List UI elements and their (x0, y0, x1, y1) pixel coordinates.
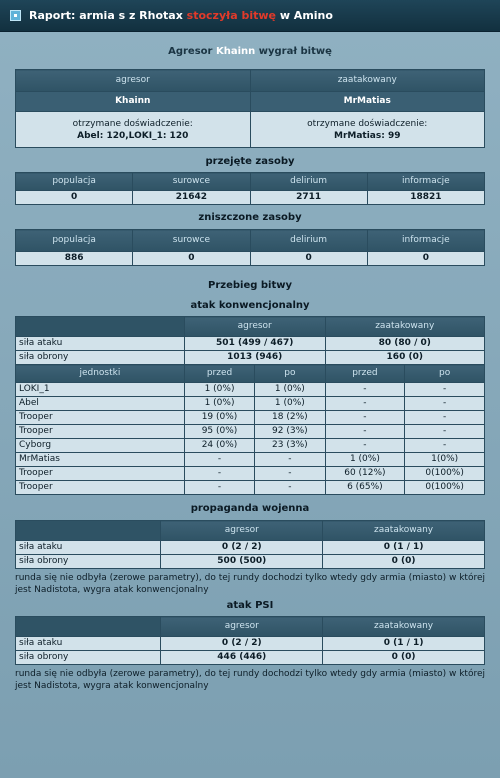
table-row (16, 397, 485, 411)
unit-a-before: 19 (0%) (184, 411, 254, 425)
captured-populacja: 0 (16, 191, 133, 205)
captured-informacje: 18821 (367, 191, 484, 205)
report-icon (10, 10, 21, 21)
conv-head-zaatakowany: zaatakowany (325, 317, 484, 337)
propaganda-heading: propaganda wojenna (190, 503, 310, 514)
table-row (16, 481, 485, 495)
window-title: Raport: armia s z Rhotax stoczyła bitwę w Amino (29, 9, 333, 22)
unit-z-after: - (405, 383, 485, 397)
psi-attack-label: siła ataku (16, 637, 161, 651)
captured-surowce: 21642 (133, 191, 250, 205)
unit-name: Cyborg (16, 439, 185, 453)
unit-a-before: 1 (0%) (184, 397, 254, 411)
unit-a-before: - (184, 453, 254, 467)
psi-note: runda się nie odbyła (zerowe parametry), do tej rundy dochodzi tylko wtedy gdy armia (miasto) w której jest Nadistota, wygra atak konwencjonalny (15, 669, 485, 691)
propaganda-table (15, 520, 485, 569)
window-titlebar (0, 0, 500, 32)
unit-z-before: 60 (12%) (325, 467, 405, 481)
title-highlight: stoczyła bitwę (186, 9, 276, 22)
psi-defense-agresor: 446 (446) (161, 651, 323, 665)
zaatakowany-after-header: po (405, 365, 485, 383)
propaganda-note: runda się nie odbyła (zerowe parametry), do tej rundy dochodzi tylko wtedy gdy armia (miasto) w której jest Nadistota, wygra atak konwencjonalny (15, 573, 485, 595)
destroyed-populacja: 886 (16, 252, 133, 266)
propaganda-attack-zaatakowany: 0 (1 / 1) (323, 541, 485, 555)
unit-a-after: 23 (3%) (255, 439, 325, 453)
unit-a-after: - (255, 481, 325, 495)
table-row (16, 453, 485, 467)
unit-name: Trooper (16, 411, 185, 425)
psi-head-agresor: agresor (161, 617, 323, 637)
destroyed-heading: zniszczone zasoby (198, 212, 302, 223)
table-row (16, 425, 485, 439)
psi-defense-label: siła obrony (16, 651, 161, 665)
unit-a-after: - (255, 467, 325, 481)
conv-heading: atak konwencjonalny (190, 300, 310, 311)
table-row (16, 383, 485, 397)
agresor-after-header: po (255, 365, 325, 383)
propaganda-head-agresor: agresor (161, 521, 323, 541)
propaganda-attack-agresor: 0 (2 / 2) (161, 541, 323, 555)
unit-z-after: - (405, 397, 485, 411)
winner-headline: Agresor Khainn wygrał bitwę (168, 46, 332, 57)
unit-name: Abel (16, 397, 185, 411)
unit-name: MrMatias (16, 453, 185, 467)
table-row (16, 439, 485, 453)
psi-attack-agresor: 0 (2 / 2) (161, 637, 323, 651)
propaganda-attack-label: siła ataku (16, 541, 161, 555)
unit-z-after: - (405, 425, 485, 439)
conv-attack-zaatakowany: 80 (80 / 0) (325, 337, 484, 351)
unit-z-after: - (405, 439, 485, 453)
col-surowce: surowce (133, 173, 250, 191)
propaganda-defense-zaatakowany: 0 (0) (323, 555, 485, 569)
col-informacje: informacje (367, 230, 484, 252)
destroyed-table (15, 229, 485, 266)
unit-a-after: 1 (0%) (255, 383, 325, 397)
agresor-exp: otrzymane doświadczenie: Abel: 120,LOKI_1: 120 (16, 112, 251, 148)
unit-a-before: - (184, 481, 254, 495)
unit-z-before: - (325, 425, 405, 439)
captured-heading: przejęte zasoby (205, 156, 295, 167)
unit-name: Trooper (16, 467, 185, 481)
propaganda-head-zaatakowany: zaatakowany (323, 521, 485, 541)
conv-defense-label: siła obrony (16, 351, 185, 365)
battle-heading: Przebieg bitwy (208, 280, 292, 291)
unit-z-before: - (325, 411, 405, 425)
col-populacja: populacja (16, 173, 133, 191)
conv-attack-agresor: 501 (499 / 467) (184, 337, 325, 351)
zaatakowany-before-header: przed (325, 365, 405, 383)
unit-z-before: 1 (0%) (325, 453, 405, 467)
col-delirium: delirium (250, 230, 367, 252)
sides-table (15, 69, 485, 148)
agresor-before-header: przed (184, 365, 254, 383)
destroyed-surowce: 0 (133, 252, 250, 266)
unit-a-before: - (184, 467, 254, 481)
propaganda-defense-label: siła obrony (16, 555, 161, 569)
unit-z-after: - (405, 411, 485, 425)
psi-attack-zaatakowany: 0 (1 / 1) (323, 637, 485, 651)
report-content (0, 32, 500, 778)
destroyed-informacje: 0 (367, 252, 484, 266)
unit-a-before: 95 (0%) (184, 425, 254, 439)
zaatakowany-exp: otrzymane doświadczenie: MrMatias: 99 (250, 112, 485, 148)
conv-head-agresor: agresor (184, 317, 325, 337)
unit-z-before: - (325, 383, 405, 397)
agresor-header: agresor (16, 70, 251, 92)
unit-z-after: 0(100%) (405, 467, 485, 481)
unit-a-before: 1 (0%) (184, 383, 254, 397)
psi-table (15, 616, 485, 665)
unit-z-before: - (325, 397, 405, 411)
psi-heading: atak PSI (226, 600, 274, 611)
conv-corner (16, 317, 185, 337)
psi-corner (16, 617, 161, 637)
conv-attack-label: siła ataku (16, 337, 185, 351)
col-delirium: delirium (250, 173, 367, 191)
conv-defense-agresor: 1013 (946) (184, 351, 325, 365)
zaatakowany-name[interactable]: MrMatias (250, 92, 485, 112)
col-surowce: surowce (133, 230, 250, 252)
psi-head-zaatakowany: zaatakowany (323, 617, 485, 637)
unit-a-after: 18 (2%) (255, 411, 325, 425)
unit-a-after: - (255, 453, 325, 467)
captured-table (15, 172, 485, 205)
table-row (16, 467, 485, 481)
captured-delirium: 2711 (250, 191, 367, 205)
table-row (16, 411, 485, 425)
unit-z-before: - (325, 439, 405, 453)
destroyed-delirium: 0 (250, 252, 367, 266)
unit-a-before: 24 (0%) (184, 439, 254, 453)
unit-name: LOKI_1 (16, 383, 185, 397)
psi-defense-zaatakowany: 0 (0) (323, 651, 485, 665)
unit-a-after: 92 (3%) (255, 425, 325, 439)
conv-defense-zaatakowany: 160 (0) (325, 351, 484, 365)
zaatakowany-header: zaatakowany (250, 70, 485, 92)
units-header: jednostki (16, 365, 185, 383)
unit-name: Trooper (16, 481, 185, 495)
unit-z-before: 6 (65%) (325, 481, 405, 495)
col-informacje: informacje (367, 173, 484, 191)
propaganda-defense-agresor: 500 (500) (161, 555, 323, 569)
conv-table (15, 316, 485, 495)
unit-name: Trooper (16, 425, 185, 439)
unit-z-after: 0(100%) (405, 481, 485, 495)
unit-a-after: 1 (0%) (255, 397, 325, 411)
winner-name: Khainn (215, 46, 256, 57)
propaganda-corner (16, 521, 161, 541)
agresor-name[interactable]: Khainn (16, 92, 251, 112)
unit-z-after: 1(0%) (405, 453, 485, 467)
col-populacja: populacja (16, 230, 133, 252)
